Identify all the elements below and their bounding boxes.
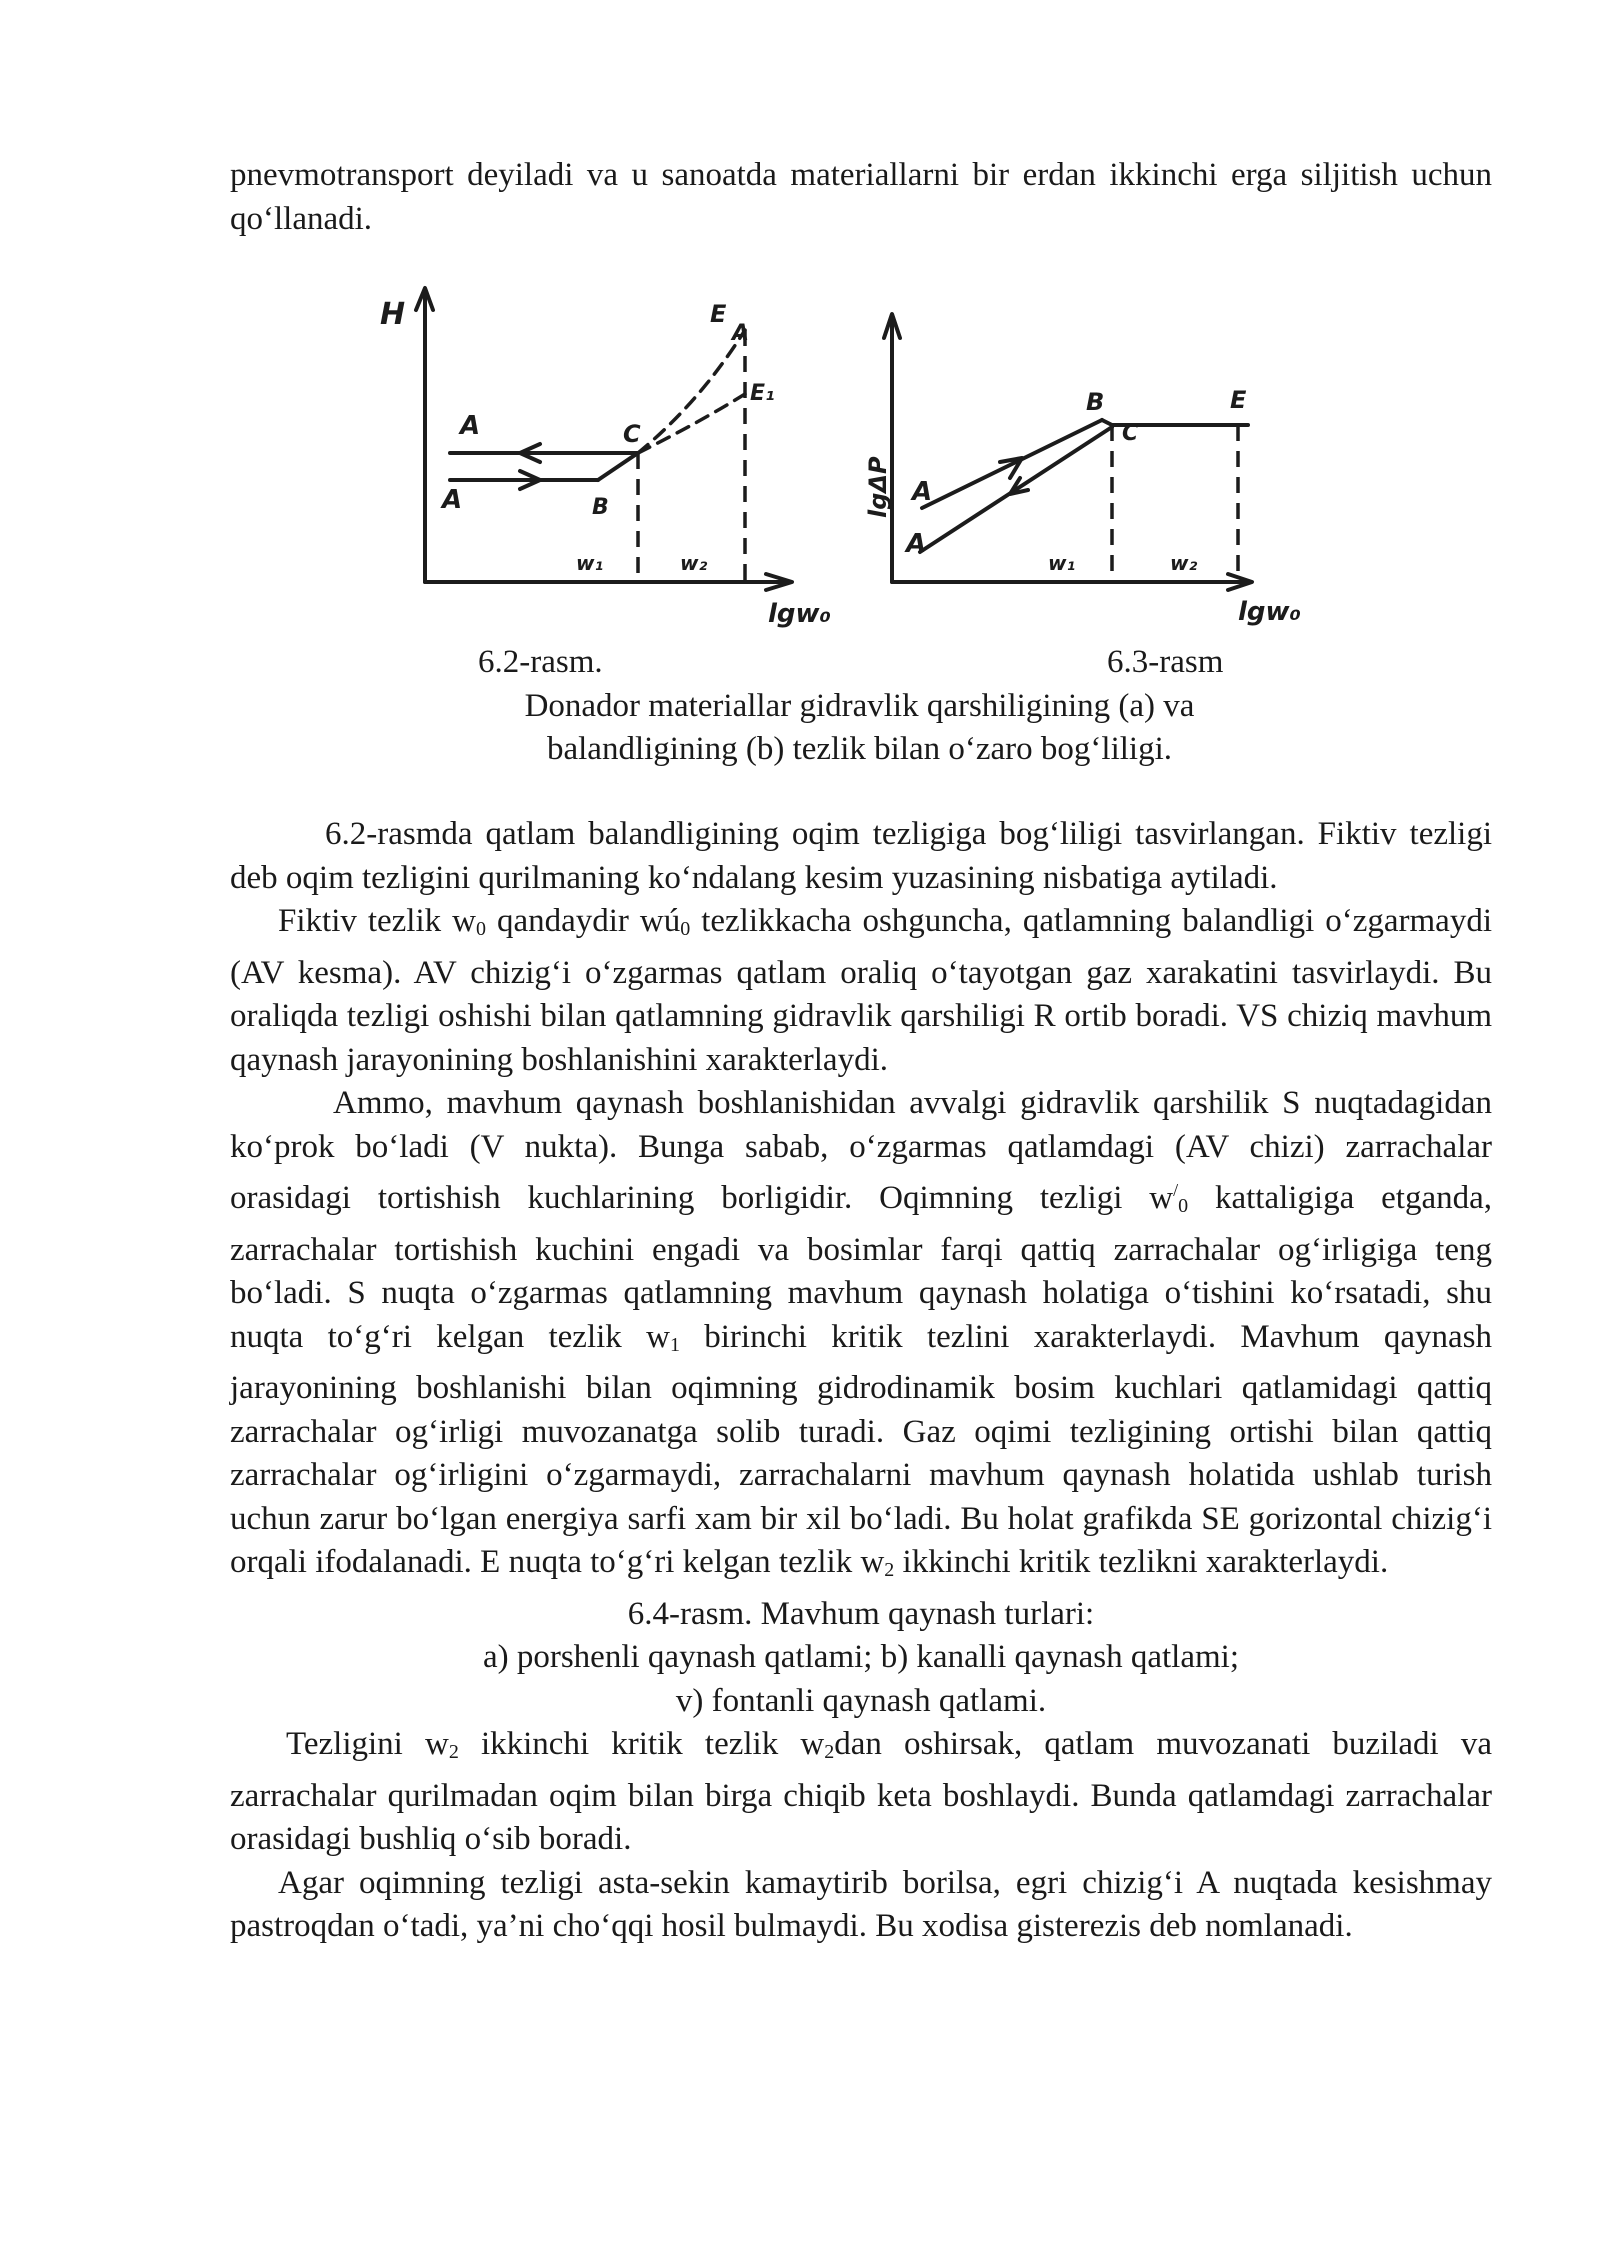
p2-sub-1: 0 bbox=[475, 918, 486, 940]
p3-text-c: birinchi kritik tezlini xarakterlaydi. Mavhum qaynash jarayonining boshlanishi bilan oqimning gidrodinamik bosim kuchlari qatlamidagi qattiq zarrachalar og‘irligi muvozanatga solib turadi. Gaz oqimi tezligining ortishi bilan qattiq zarrachalar og‘irligini o‘zgarmaydi, zarrachalarni mavhum qaynash holatida ushlab turish uchun zarur bo‘lgan energiya sarfi xam bir xil bo‘ladi. Bu holat grafikda SE gorizontal chizig‘i orqali ifodalanadi. E nuqta to‘g‘ri kelgan tezlik w bbox=[230, 1318, 1492, 1580]
p3-sub-1: 1 bbox=[669, 1333, 680, 1356]
label-h: H bbox=[380, 297, 406, 332]
label-w2: w₂ bbox=[680, 551, 708, 575]
p2-sub-2: 0 bbox=[680, 918, 691, 940]
figure-caption-line1: Donador materiallar gidravlik qarshiligining (a) va bbox=[524, 688, 1195, 724]
p3-text-d: ikkinchi kritik tezlikni xarakterlaydi. bbox=[894, 1544, 1389, 1580]
label-c: C bbox=[1122, 421, 1139, 446]
label-e: E bbox=[710, 300, 727, 328]
label-b: B bbox=[1086, 388, 1105, 416]
label-b: B bbox=[592, 495, 609, 520]
caption-6-2: 6.2-rasm. bbox=[478, 644, 603, 680]
p3-sub-2: 2 bbox=[884, 1559, 895, 1581]
label-c: C bbox=[623, 420, 641, 448]
label-a-upper: A bbox=[460, 411, 481, 441]
label-a-top: A bbox=[732, 321, 750, 346]
p4-text-b: ikkinchi kritik tezlik w bbox=[458, 1726, 825, 1762]
paragraph-3 bbox=[230, 1082, 1492, 1593]
line-ac-lower bbox=[920, 427, 1112, 552]
p4-sub-1: 2 bbox=[448, 1741, 459, 1763]
p3-text-a: Ammo, mavhum qaynash boshlanishidan avvalgi gidravlik qarshilik S nuqtadagidan ko‘prok bo‘ladi (V nukta). Bunga sabab, o‘zgarmas qatlamdagi (AV chizi) zarrachalar orasidagi tortishish kuchlarining borligidir. Oqimning tezligi w bbox=[230, 1085, 1492, 1216]
dashed-curve-to-e bbox=[638, 330, 745, 453]
intro-text: pnevmotransport deyiladi va u sanoatda materiallarni bir erdan ikkinchi erga siljitish uchun qo‘llanadi. bbox=[230, 157, 1492, 237]
figure-6-3 bbox=[850, 300, 1330, 650]
figure-caption-line2: balandligining (b) tezlik bilan o‘zaro bog‘liligi. bbox=[546, 731, 1172, 767]
paragraph-5: Agar oqimning tezligi asta-sekin kamaytirib borilsa, egri chizig‘i A nuqtada kesishmay pastroqdan o‘tadi, ya’ni cho‘qqi hosil bulmaydi. Bu xodisa gisterezis deb nomlanadi. bbox=[230, 1864, 1492, 1944]
figures-area bbox=[0, 0, 1600, 767]
label-x-axis: lgw₀ bbox=[768, 599, 831, 629]
label-e1: E₁ bbox=[750, 381, 775, 406]
label-w1: w₁ bbox=[1048, 551, 1076, 575]
label-w2: w₂ bbox=[1170, 551, 1198, 575]
label-e: E bbox=[1230, 386, 1247, 414]
label-a-lower: A bbox=[442, 485, 463, 515]
figure-6-3-graph bbox=[850, 300, 1330, 650]
figure-6-2 bbox=[380, 282, 860, 652]
p4-text-c: dan oshirsak, qatlam muvozanati buziladi va zarrachalar qurilmadan oqim bilan birga chiqib keta boshlaydi. Bunda qatlamdagi zarrachalar orasidagi bushliq o‘sib boradi. bbox=[230, 1726, 1493, 1857]
label-x-axis: lgw₀ bbox=[1238, 597, 1301, 627]
line-bc bbox=[598, 453, 638, 480]
label-y-axis: lgΔP bbox=[864, 456, 892, 518]
p4-text-a: Tezligini w bbox=[286, 1726, 449, 1762]
p3-sup: / bbox=[1173, 1180, 1179, 1200]
caption-6-3: 6.3-rasm bbox=[1107, 644, 1224, 680]
p4-sub-2: 2 bbox=[824, 1741, 835, 1763]
p2-text-a: Fiktiv tezlik w bbox=[278, 903, 476, 939]
p2-text-b: qandaydir wú bbox=[485, 903, 681, 939]
paragraph-1: 6.2-rasmda qatlam balandligining oqim tezligiga bog‘liligi tasvirlangan. Fiktiv tezligi deb oqim tezligini qurilmaning ko‘ndalang kesim yuzasining nisbatiga aytiladi. bbox=[230, 816, 1492, 896]
figure-6-4-line3: v) fontanli qaynash qatlami. bbox=[675, 1682, 1047, 1719]
paragraph-4 bbox=[230, 1723, 1492, 1862]
label-a-lower: A bbox=[906, 529, 927, 559]
p2-text-c: tezlikkacha oshguncha, qatlamning balandligi o‘zgarmaydi (AV kesma). AV chizig‘i o‘zgarmas qatlam oraliq o‘tayotgan gaz xarakatini tasvirlaydi. Bu oraliqda tezligi oshishi bilan qatlamning gidravlik qarshiligi R ortib boradi. VS chiziq mavhum qaynash jarayonining boshlanishini xarakterlaydi. bbox=[230, 903, 1492, 1078]
p3-text-b: kattaligiga etganda, zarrachalar tortishish kuchini engadi va bosimlar farqi qattiq zarrachalar og‘irligiga teng bo‘ladi. S nuqta o‘zgarmas qatlamning mavhum qaynash holatiga o‘tishini ko‘rsatadi, shu nuqta to‘g‘ri kelgan tezlik w bbox=[230, 1180, 1492, 1355]
label-w1: w₁ bbox=[576, 551, 604, 575]
paragraph-2 bbox=[230, 900, 1492, 1082]
label-a-upper: A bbox=[912, 477, 933, 507]
p3-sub-0: 0 bbox=[1178, 1195, 1189, 1217]
figure-6-4-line2: a) porshenli qaynash qatlami; b) kanalli qaynash qatlami; bbox=[482, 1639, 1240, 1675]
figure-6-4-title: 6.4-rasm. Mavhum qaynash turlari: bbox=[627, 1595, 1095, 1632]
main-text bbox=[230, 813, 1492, 1949]
figure-6-2-graph bbox=[380, 282, 860, 652]
